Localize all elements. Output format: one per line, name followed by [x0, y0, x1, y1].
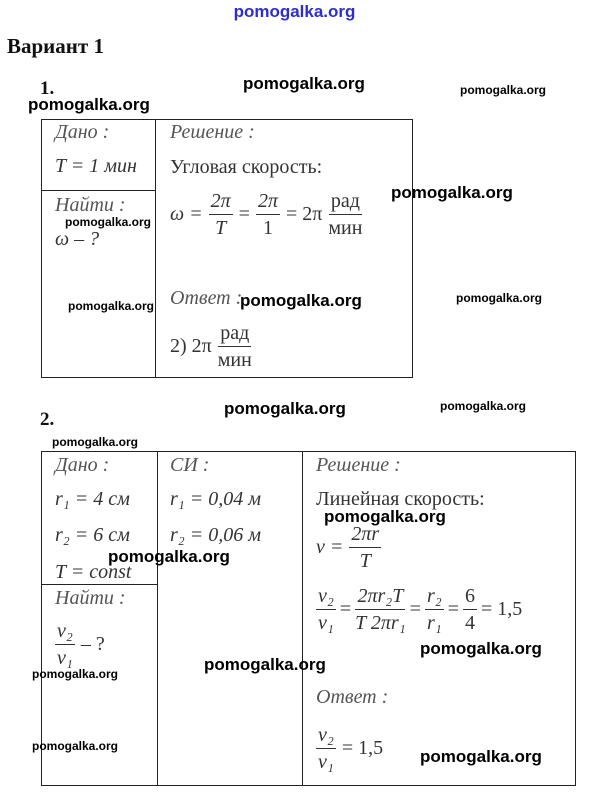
p2-c-num: 6 [463, 585, 477, 610]
p1-unit-den: мин [328, 217, 363, 239]
p2-b-frac [425, 585, 444, 634]
watermark-text: pomogalka.org [204, 655, 326, 674]
watermark-text: pomogalka.org [68, 299, 155, 313]
watermark-text: pomogalka.org [456, 291, 543, 305]
p1-otvet-label: Ответ : [170, 287, 243, 309]
p2-ans-den: v₁ [318, 751, 334, 773]
p2-si-r2: r₂ = 0,06 м [170, 524, 261, 546]
problem-2-divider-1 [157, 451, 158, 786]
p1-formula [170, 190, 362, 239]
p2-eq-2: = [409, 598, 421, 620]
p2-a-den: T 2πr₁ [355, 612, 406, 634]
p1-f1-num: 2π [209, 190, 233, 215]
p2-a-num: 2πr₂T [355, 585, 405, 610]
p2-ratio-frac [316, 585, 336, 634]
watermark-text: pomogalka.org [420, 639, 542, 658]
problem-2-divider-2 [302, 451, 303, 786]
p2-eq-1: = [339, 598, 352, 620]
p1-line1: Угловая скорость: [170, 156, 323, 178]
p1-unit-num: рад [329, 190, 362, 215]
p2-line1: Линейная скорость: [316, 488, 485, 510]
p2-a-frac [355, 585, 406, 634]
watermark-text: pomogalka.org [52, 435, 139, 449]
p1-reshenie-label: Решение : [170, 121, 255, 143]
p2-si-r1: r₁ = 0,04 м [170, 488, 261, 510]
watermark-text: pomogalka.org [65, 215, 152, 229]
problem-1-given-divider [41, 190, 155, 191]
p1-eq2: = 2π [285, 203, 323, 225]
watermark-text: pomogalka.org [440, 399, 527, 413]
problem-2-given-divider [41, 584, 157, 585]
p2-dano-label: Дано : [55, 454, 110, 476]
watermark-text: pomogalka.org [420, 747, 542, 766]
p1-answer-unit-num: рад [218, 322, 251, 347]
p1-given: T = 1 мин [55, 155, 137, 177]
p1-answer-prefix: 2) 2π [170, 335, 212, 357]
p2-ans-value: = 1,5 [341, 737, 384, 759]
p1-find: ω – ? [55, 228, 100, 250]
p2-r2: r₂ = 6 см [55, 524, 130, 546]
p1-f2-num: 2π [256, 190, 280, 215]
p1-f1-den: T [215, 217, 227, 239]
p2-T: T = const [55, 561, 132, 583]
p1-answer-unit-den: мин [217, 349, 252, 371]
p1-eq: = [238, 203, 250, 225]
watermark-text: pomogalka.org [240, 291, 362, 310]
p2-v-formula [316, 523, 381, 572]
watermark-text: pomogalka.org [224, 399, 346, 418]
p2-ratio-formula [316, 585, 522, 634]
watermark-text: pomogalka.org [324, 507, 446, 526]
p2-c-frac [463, 585, 477, 634]
watermark-text: pomogalka.org [243, 74, 365, 93]
p2-b-den: r₁ [426, 612, 442, 634]
p2-find-num: v₂ [55, 620, 75, 645]
top-watermark: pomogalka.org [233, 2, 356, 21]
p2-v-num: 2πr [349, 523, 381, 548]
p2-result: = 1,5 [480, 598, 523, 620]
p2-v-den: T [359, 550, 371, 572]
p1-omega: ω = [170, 203, 203, 225]
p1-dano-label: Дано : [55, 121, 110, 143]
problem-2-number: 2. [40, 409, 55, 430]
p2-otvet-label: Ответ : [316, 686, 389, 708]
p2-b-num: r₂ [425, 585, 444, 610]
page-title: Вариант 1 [7, 34, 104, 58]
watermark-text: pomogalka.org [460, 83, 547, 97]
p2-find [55, 620, 105, 669]
p2-find-den: v₁ [57, 647, 73, 669]
p1-najti-label: Найти : [55, 194, 126, 216]
p2-ans-frac [316, 724, 336, 773]
p2-c-den: 4 [464, 612, 475, 634]
p1-frac-1 [209, 190, 233, 239]
watermark-text: pomogalka.org [32, 739, 119, 753]
p1-f2-den: 1 [262, 217, 273, 239]
p2-v-frac [349, 523, 381, 572]
p1-answer [170, 322, 252, 371]
p2-r1: r₁ = 4 см [55, 488, 130, 510]
p2-find-frac [55, 620, 75, 669]
p1-frac-2 [256, 190, 280, 239]
watermark-text: pomogalka.org [28, 95, 150, 114]
p2-find-suffix: – ? [80, 633, 105, 655]
p2-ratio-den: v₁ [318, 612, 334, 634]
p2-najti-label: Найти : [55, 587, 126, 609]
p2-si-label: СИ : [170, 454, 210, 476]
p2-ans-num: v₂ [316, 724, 336, 749]
p1-unit [328, 190, 362, 239]
p1-answer-unit [218, 322, 252, 371]
p2-answer [316, 724, 383, 773]
problem-1-number: 1. [40, 78, 55, 99]
watermark-text: pomogalka.org [391, 183, 513, 202]
p2-ratio-num: v₂ [316, 585, 336, 610]
p2-reshenie-label: Решение : [316, 454, 401, 476]
watermark-text: pomogalka.org [32, 667, 119, 681]
problem-1-divider [155, 119, 156, 378]
watermark-text: pomogalka.org [108, 547, 230, 566]
p2-eq-3: = [447, 598, 459, 620]
p2-v-eq: v = [316, 536, 344, 558]
